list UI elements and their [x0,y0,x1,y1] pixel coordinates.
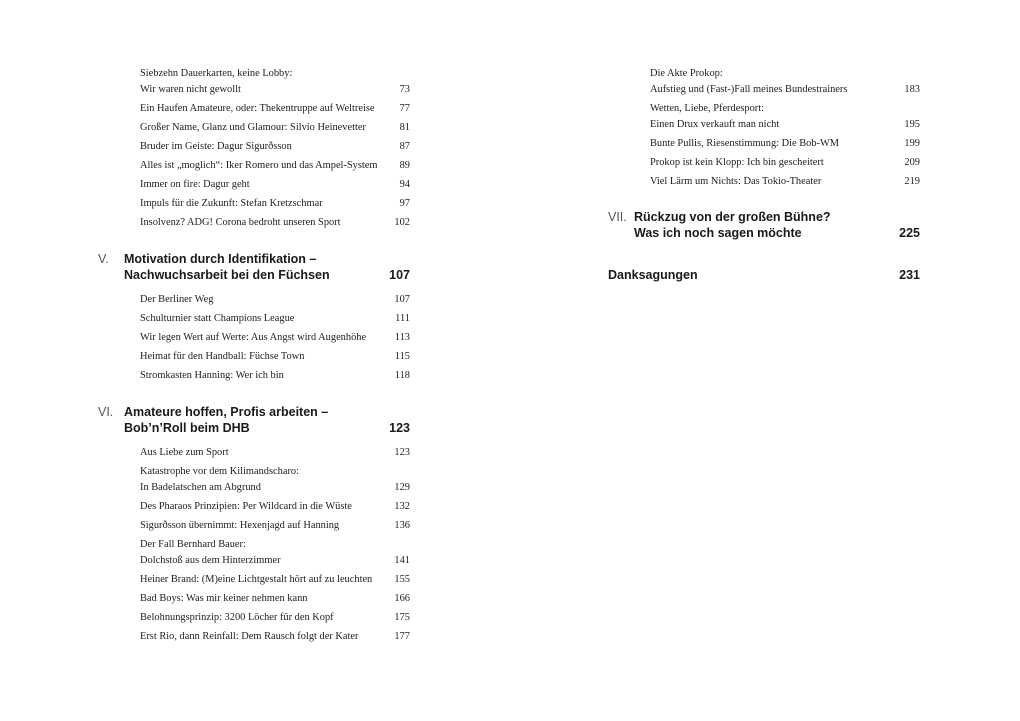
toc-entry [140,139,410,155]
entry-title-line: Der Fall Bernhard Bauer: [140,539,246,550]
entry-page-number: 129 [394,482,410,493]
entry-title-line: Bruder im Geiste: Dagur Sigurðsson [140,141,292,152]
entry-page-number: 199 [904,138,920,149]
chapter-heading-vii [608,209,920,241]
chapter-title-line: Was ich noch sagen möchte [634,226,802,240]
entry-page-number: 177 [394,631,410,642]
entry-title-line: Heiner Brand: (M)eine Lichtgestalt hört auf zu leuchten [140,574,373,585]
entry-title-line: Der Berliner Weg [140,294,214,305]
toc-entry [140,591,410,607]
entry-page-number: 195 [904,119,920,130]
acknowledgements-heading [608,267,920,283]
entry-title-line: Wetten, Liebe, Pferdesport: [650,103,764,114]
entry-page-number: 94 [399,179,410,190]
entry-title-line: Alles ist „moglich“: Iker Romero und das Ampel-System [140,160,378,171]
toc-entry [140,158,410,174]
chapter-number: VI. [98,405,114,419]
toc-entry [140,349,410,365]
entry-page-number: 111 [395,313,410,324]
toc-entry [140,537,410,569]
toc-entry [650,101,920,133]
chapter-title-line: Nachwuchsarbeit bei den Füchsen [124,268,330,282]
entry-page-number: 141 [394,555,410,566]
toc-entry [140,368,410,384]
entry-title-line: Katastrophe vor dem Kilimandscharo: [140,466,299,477]
toc-entry [140,445,410,461]
toc-entry [140,499,410,515]
toc-entry [140,101,410,117]
toc-entry [140,518,410,534]
entry-page-number: 73 [399,84,410,95]
toc-entry [140,311,410,327]
entry-page-number: 113 [394,332,410,343]
entry-title-line: Schulturnier statt Champions League [140,313,295,324]
chapter-title-line: Bob’n’Roll beim DHB [124,421,250,435]
entry-title-line: Siebzehn Dauerkarten, keine Lobby: [140,68,293,79]
entry-page-number: 136 [394,520,410,531]
toc-entry [140,629,410,645]
toc-entry [650,66,920,98]
entry-title-line: Erst Rio, dann Reinfall: Dem Rausch folgt der Kater [140,631,359,642]
chapter-heading-v [98,251,410,283]
chapter-title-line: Motivation durch Identifikation – [124,252,317,266]
entry-title-line: Prokop ist kein Klopp: Ich bin gescheitert [650,157,824,168]
entry-title-line: Insolvenz? ADG! Corona bedroht unseren Sport [140,217,341,228]
toc-entry [140,464,410,496]
chapter-number: V. [98,252,109,266]
entry-title-line: Immer on fire: Dagur geht [140,179,250,190]
toc-entry [140,66,410,98]
entry-page-number: 107 [394,294,410,305]
entry-title-line: Dolchstoß aus dem Hinterzimmer [140,555,281,566]
entry-page-number: 166 [394,593,410,604]
toc-entry [140,215,410,231]
entry-title-line: In Badelatschen am Abgrund [140,482,261,493]
entry-title-line: Einen Drux verkauft man nicht [650,119,780,130]
entry-title-line: Bad Boys: Was mir keiner nehmen kann [140,593,308,604]
entry-title-line: Belohnungsprinzip: 3200 Löcher für den Kopf [140,612,334,623]
entry-title-line: Großer Name, Glanz und Glamour: Silvio Heinevetter [140,122,366,133]
entry-page-number: 175 [394,612,410,623]
toc-entry [650,155,920,171]
entry-page-number: 155 [394,574,410,585]
entry-page-number: 123 [394,447,410,458]
chapter-title-line: Amateure hoffen, Profis arbeiten – [124,405,329,419]
entry-page-number: 209 [904,157,920,168]
entry-title-line: Die Akte Prokop: [650,68,723,79]
entry-page-number: 77 [399,103,410,114]
entry-page-number: 219 [904,176,920,187]
toc-entry [140,177,410,193]
toc-entry [140,292,410,308]
entry-title-line: Bunte Pullis, Riesenstimmung: Die Bob-WM [650,138,840,149]
entry-page-number: 89 [399,160,410,171]
chapter-page-number: 107 [389,268,410,282]
entry-page-number: 118 [394,370,410,381]
entry-page-number: 183 [904,84,920,95]
entry-title-line: Stromkasten Hanning: Wer ich bin [140,370,284,381]
entry-title-line: Sigurðsson übernimmt: Hexenjagd auf Hanning [140,520,340,531]
entry-page-number: 115 [394,351,410,362]
entry-title-line: Aufstieg und (Fast-)Fall meines Bundestrainers [650,84,848,95]
chapter-number: VII. [608,210,627,224]
entry-page-number: 102 [394,217,410,228]
toc-entry [140,196,410,212]
entry-title-line: Wir waren nicht gewollt [140,84,241,95]
chapter-page-number: 123 [389,421,410,435]
toc-entry [650,136,920,152]
acknowledgements-page-number: 231 [899,268,920,282]
entry-title-line: Des Pharaos Prinzipien: Per Wildcard in die Wüste [140,501,352,512]
chapter-heading-vi [98,404,410,436]
entry-title-line: Ein Haufen Amateure, oder: Thekentruppe auf Weltreise [140,103,375,114]
entry-title-line: Heimat für den Handball: Füchse Town [140,351,305,362]
toc-entry [650,174,920,190]
toc-entry [140,572,410,588]
entry-title-line: Wir legen Wert auf Werte: Aus Angst wird Augenhöhe [140,332,367,343]
entry-page-number: 97 [399,198,410,209]
chapter-page-number: 225 [899,226,920,240]
acknowledgements-title: Danksagungen [608,268,698,282]
chapter-title-line: Rückzug von der großen Bühne? [634,210,831,224]
entry-page-number: 81 [399,122,410,133]
entry-title-line: Aus Liebe zum Sport [140,447,229,458]
toc-entry [140,610,410,626]
toc-entry [140,120,410,136]
entry-title-line: Viel Lärm um Nichts: Das Tokio-Theater [650,176,822,187]
entry-title-line: Impuls für die Zukunft: Stefan Kretzschmar [140,198,323,209]
entry-page-number: 132 [394,501,410,512]
entry-page-number: 87 [399,141,410,152]
toc-entry [140,330,410,346]
